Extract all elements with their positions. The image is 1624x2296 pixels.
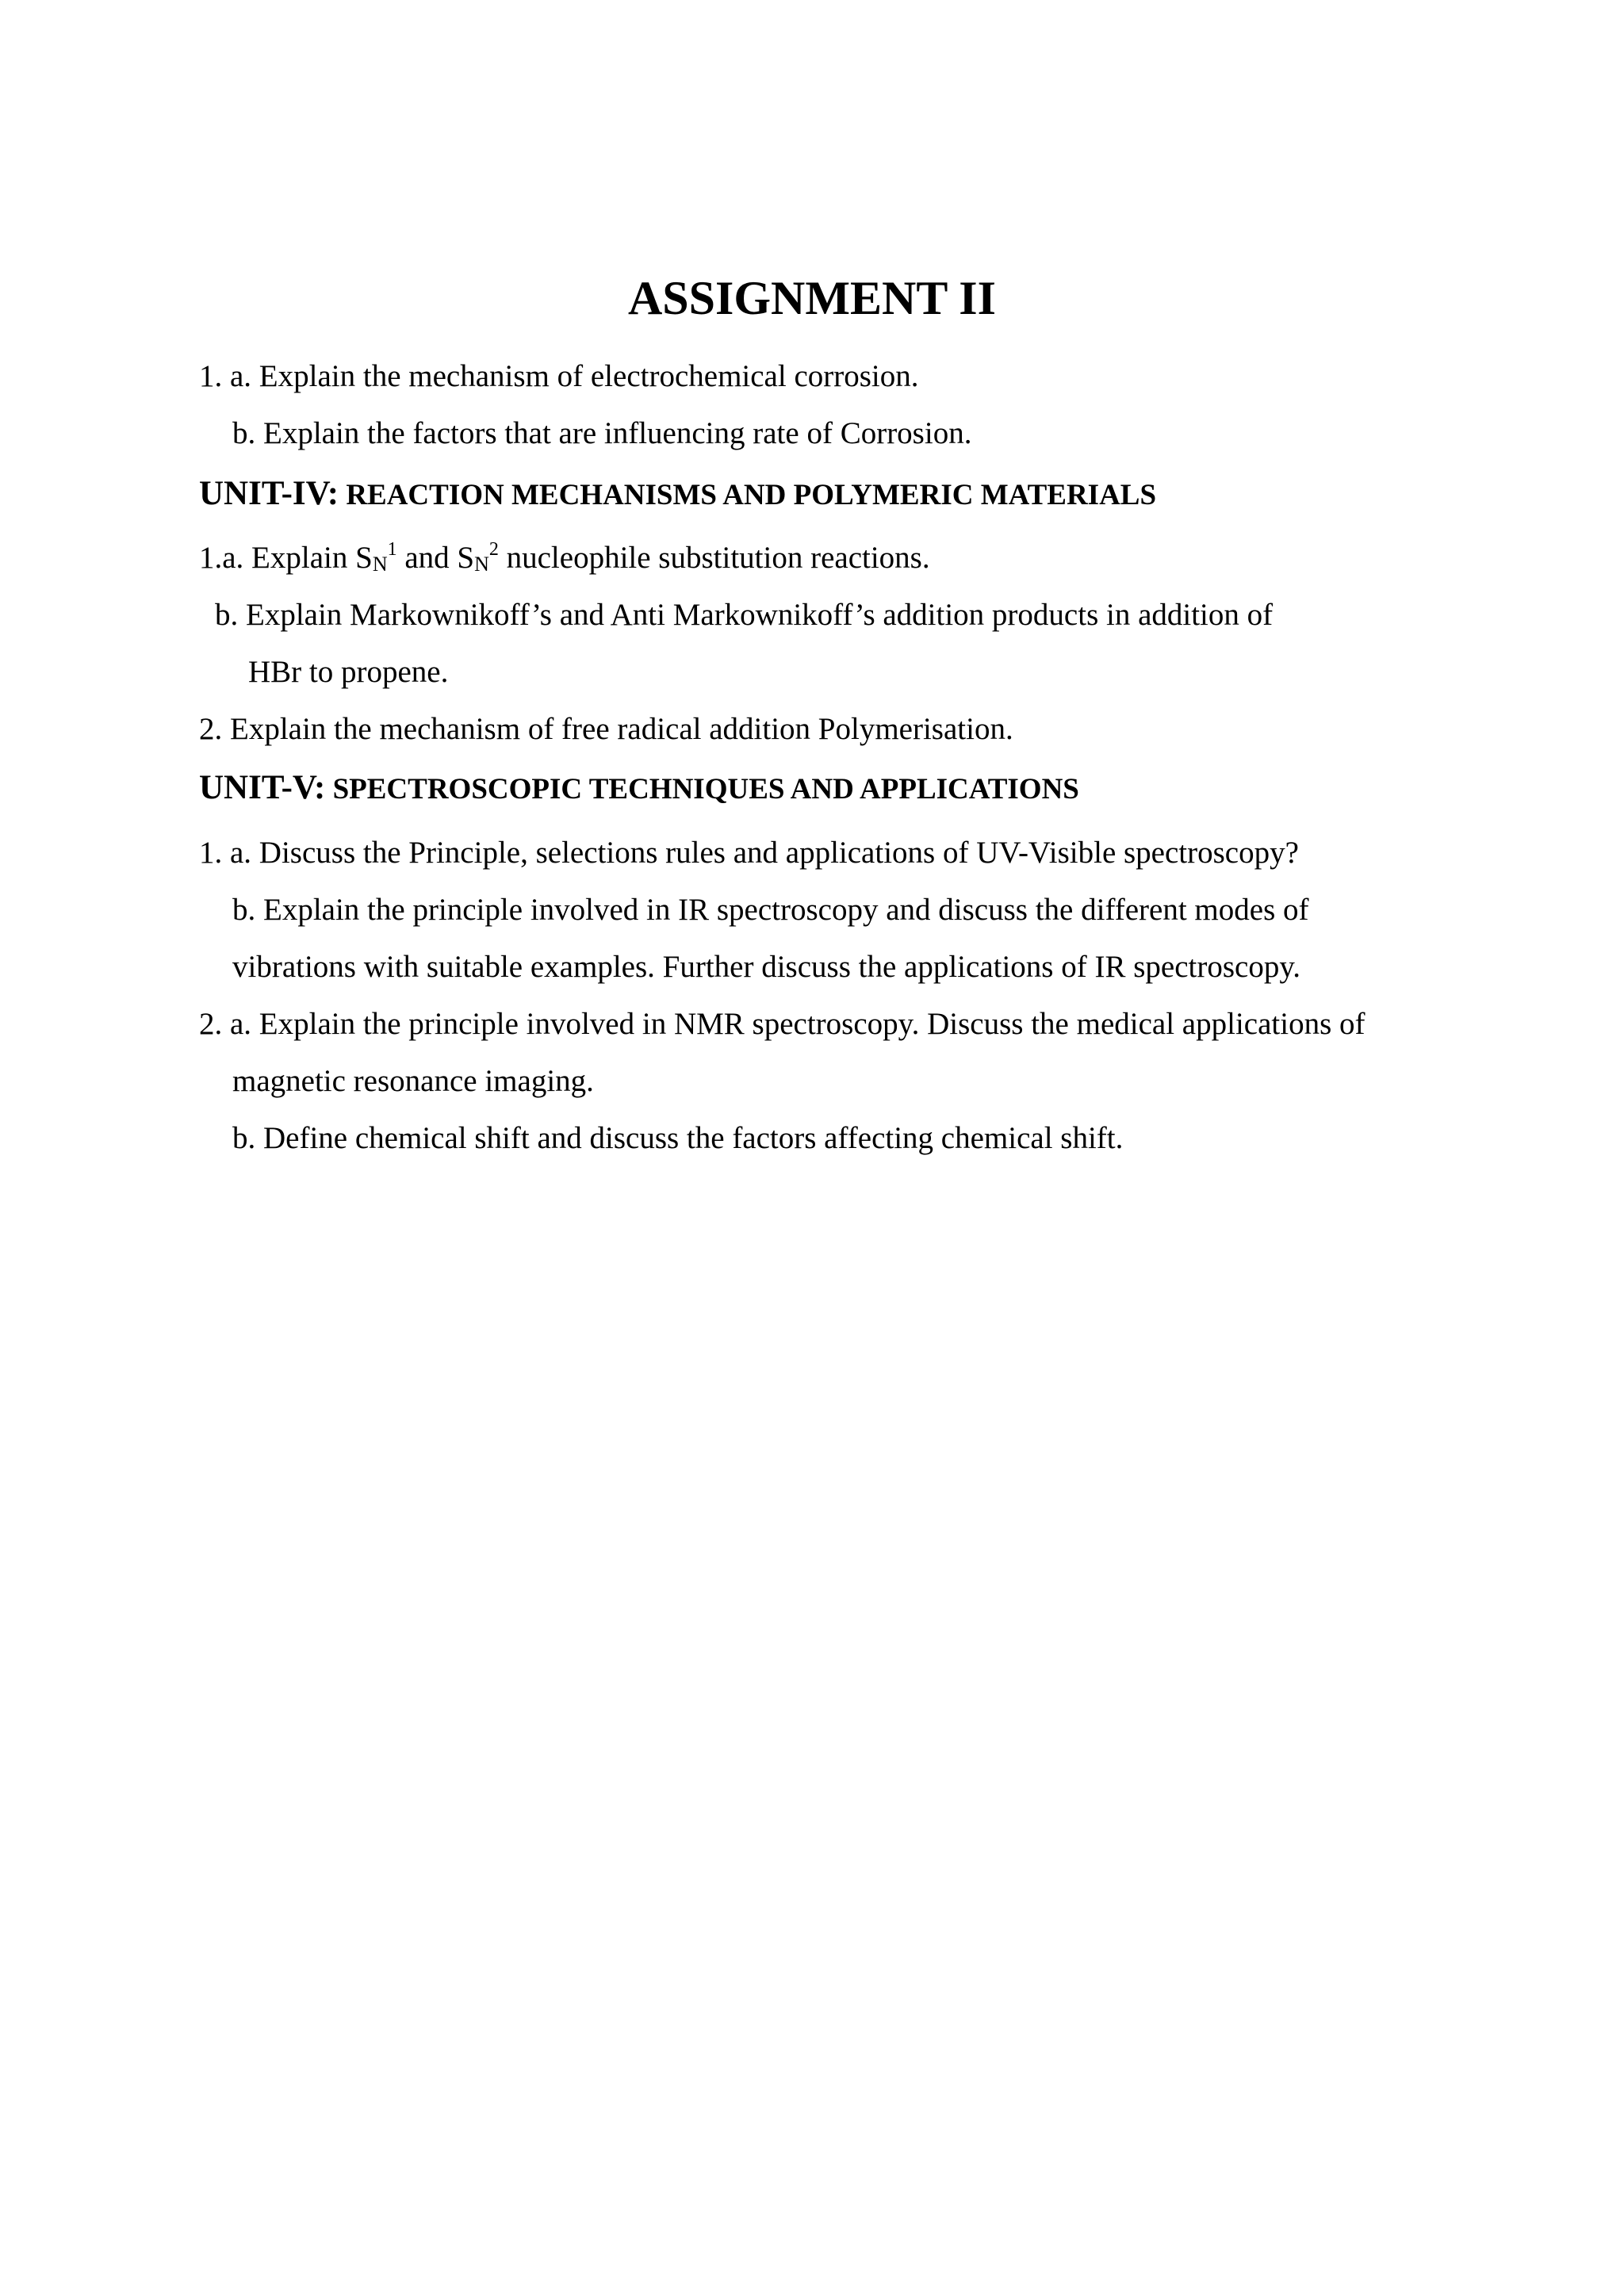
question-1b: b. Explain the factors that are influencing rate of Corrosion. (232, 416, 972, 450)
unit-v-question-1b-line-2: vibrations with suitable examples. Further discuss the applications of IR spectroscopy. (232, 950, 1301, 984)
unit-v-prefix: UNIT-V: (199, 769, 326, 806)
unit-iv-question-2: 2. Explain the mechanism of free radical addition Polymerisation. (199, 712, 1013, 746)
unit-v-heading (199, 771, 1079, 805)
question-1a: 1. a. Explain the mechanism of electrochemical corrosion. (199, 359, 919, 393)
unit-iv-title: REACTION MECHANISMS AND POLYMERIC MATERIALS (339, 479, 1157, 511)
unit-iv-q1a-subscript-n2: N (474, 553, 489, 576)
unit-iv-q1a-superscript-2: 2 (488, 539, 499, 560)
unit-iv-question-1b-line-2: HBr to propene. (248, 655, 449, 689)
unit-iv-heading (199, 476, 1156, 511)
unit-iv-prefix: UNIT-IV: (199, 475, 339, 512)
unit-iv-q1a-superscript-1: 1 (387, 539, 397, 560)
unit-v-question-2a-line-2: magnetic resonance imaging. (232, 1064, 594, 1098)
unit-iv-question-1b-line-1: b. Explain Markownikoff’s and Anti Markownikoff’s addition products in addition of (215, 598, 1274, 632)
unit-iv-question-1a (199, 539, 930, 576)
unit-v-question-2b: b. Define chemical shift and discuss the factors affecting chemical shift. (232, 1121, 1124, 1155)
unit-iv-q1a-text-start: 1.a. Explain S (199, 541, 373, 575)
unit-iv-q1a-subscript-n1: N (372, 553, 388, 576)
unit-iv-q1a-text-middle: and S (396, 541, 475, 575)
unit-v-title: SPECTROSCOPIC TECHNIQUES AND APPLICATIONS (325, 773, 1079, 806)
unit-v-question-1a: 1. a. Discuss the Principle, selections rules and applications of UV-Visible spectroscopy? (199, 836, 1299, 870)
unit-v-question-1b-line-1: b. Explain the principle involved in IR spectroscopy and discuss the different modes of (232, 893, 1309, 927)
page-title: ASSIGNMENT II (627, 272, 997, 324)
unit-v-question-2a-line-1: 2. a. Explain the principle involved in NMR spectroscopy. Discuss the medical applications of (199, 1007, 1365, 1041)
unit-iv-q1a-text-end: nucleophile substitution reactions. (498, 541, 930, 575)
